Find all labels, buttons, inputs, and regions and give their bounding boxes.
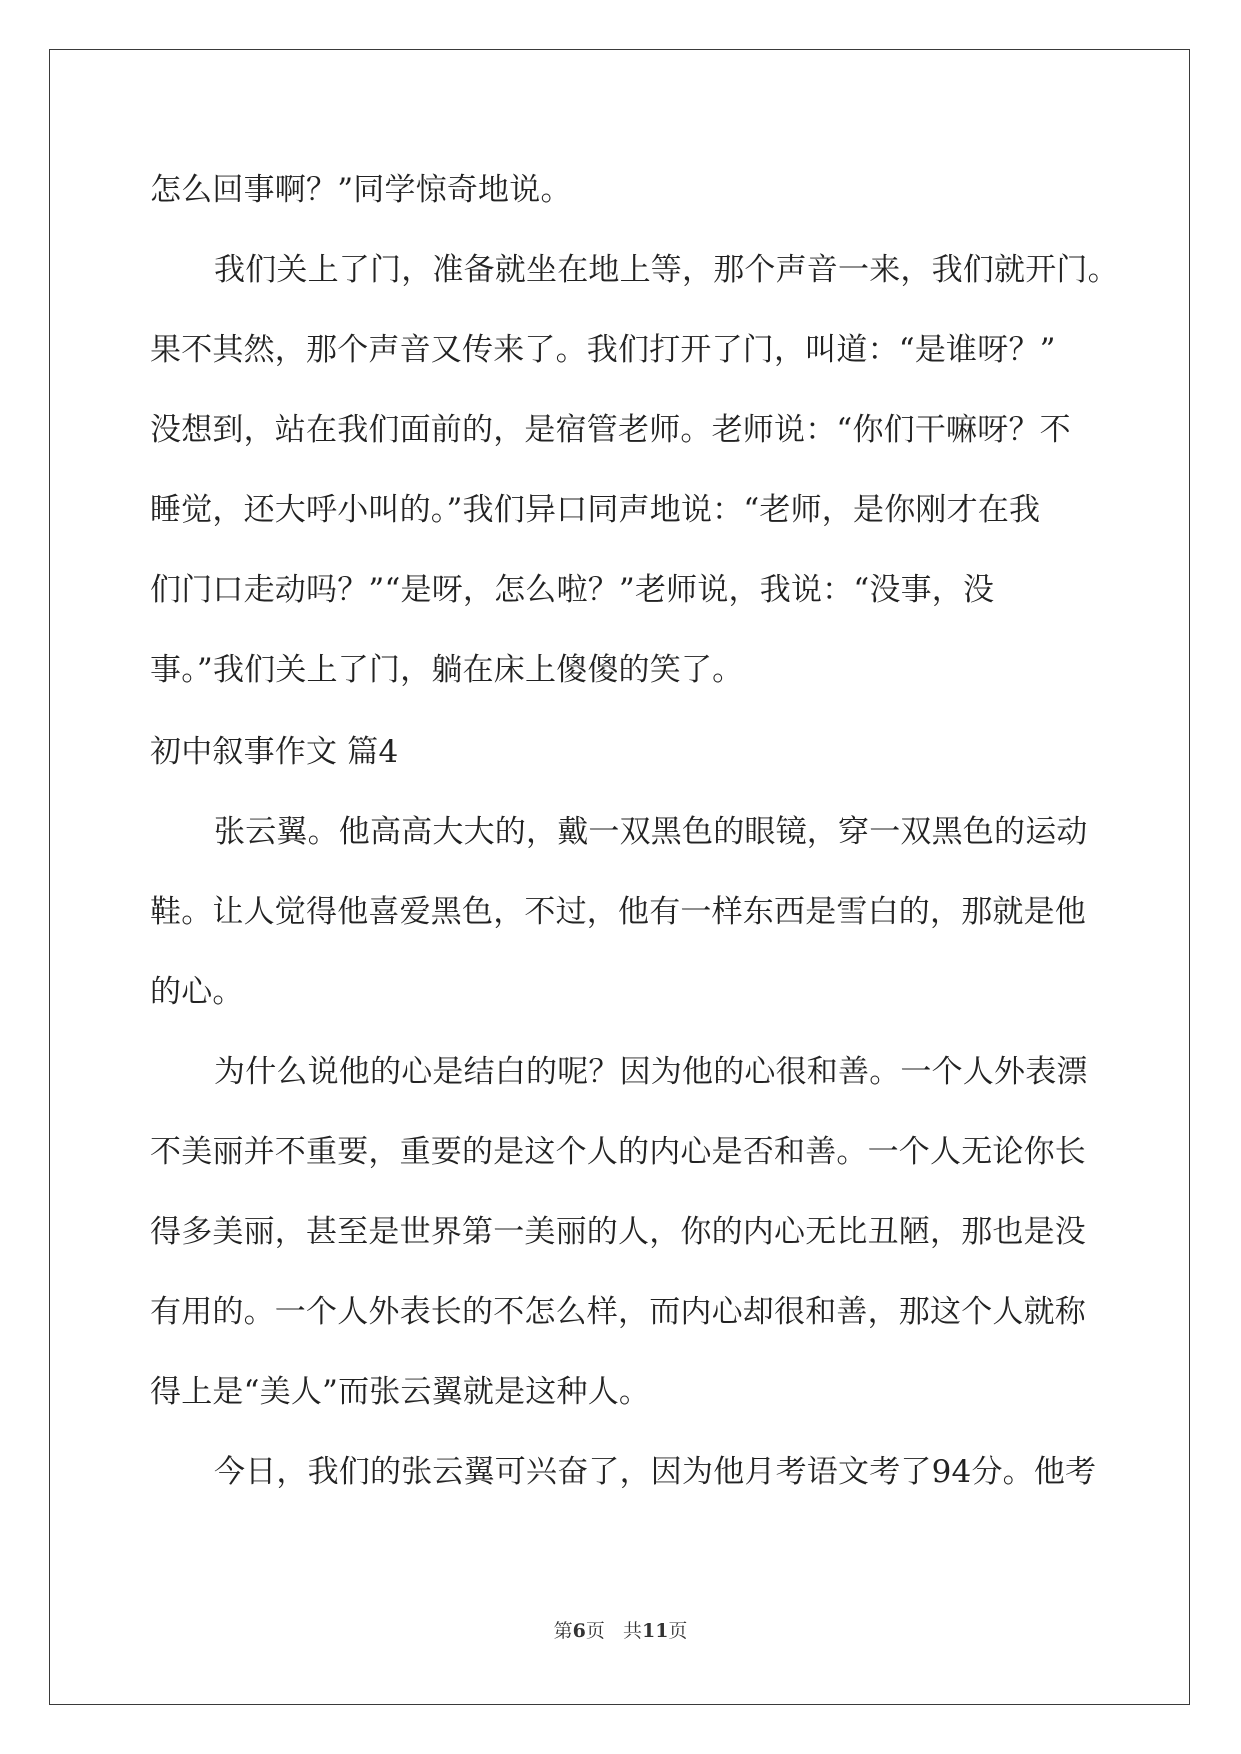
- paragraph-line: 张云翼。他高高大大的，戴一双黑色的眼镜，穿一双黑色的运动: [214, 814, 1088, 850]
- footer-page-number: 6: [572, 1620, 586, 1642]
- paragraph-line: 们门口走动吗？”“是呀，怎么啦？”老师说，我说：“没事，没: [150, 572, 995, 608]
- paragraph-line: 为什么说他的心是结白的呢？因为他的心很和善。一个人外表漂: [214, 1054, 1088, 1090]
- paragraph-line: 怎么回事啊？”同学惊奇地说。: [150, 172, 572, 208]
- page-footer: [0, 1616, 1241, 1643]
- paragraph-line: 今日，我们的张云翼可兴奋了，因为他月考语文考了94分。他考: [214, 1454, 1097, 1490]
- paragraph-line: 有用的。一个人外表长的不怎么样，而内心却很和善，那这个人就称: [150, 1294, 1086, 1330]
- footer-page-suffix: 页: [585, 1620, 605, 1642]
- footer-total-pages: 11: [641, 1620, 669, 1642]
- paragraph-line: 果不其然，那个声音又传来了。我们打开了门，叫道：“是谁呀？”: [150, 332, 1056, 368]
- paragraph-line: 没想到，站在我们面前的，是宿管老师。老师说：“你们干嘛呀？不: [150, 412, 1071, 448]
- paragraph-line: 事。”我们关上了门，躺在床上傻傻的笑了。: [150, 652, 744, 688]
- footer-total-prefix: 共: [622, 1620, 642, 1642]
- footer-total-suffix: 页: [668, 1620, 688, 1642]
- footer-page-prefix: 第: [553, 1620, 573, 1642]
- paragraph-line: 睡觉，还大呼小叫的。”我们异口同声地说：“老师，是你刚才在我: [150, 492, 1041, 528]
- section-heading: 初中叙事作文 篇4: [150, 734, 399, 770]
- paragraph-line: 得上是“美人”而张云翼就是这种人。: [150, 1374, 651, 1410]
- paragraph-line: 我们关上了门，准备就坐在地上等，那个声音一来，我们就开门。: [214, 252, 1119, 288]
- paragraph-line: 鞋。让人觉得他喜爱黑色，不过，他有一样东西是雪白的，那就是他: [150, 894, 1086, 930]
- paragraph-line: 的心。: [150, 974, 244, 1010]
- paragraph-line: 得多美丽，甚至是世界第一美丽的人，你的内心无比丑陋，那也是没: [150, 1214, 1086, 1250]
- paragraph-line: 不美丽并不重要，重要的是这个人的内心是否和善。一个人无论你长: [150, 1134, 1086, 1170]
